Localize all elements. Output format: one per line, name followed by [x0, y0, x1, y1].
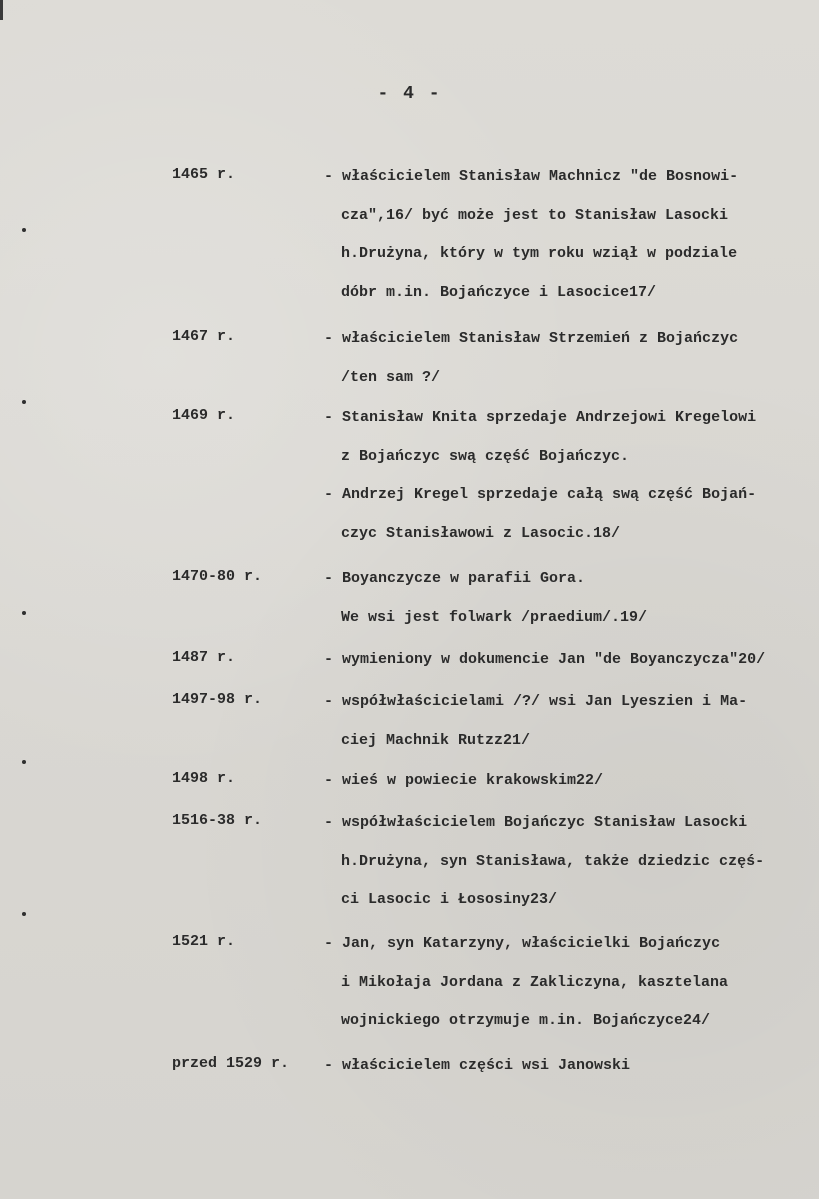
entry-line: - właścicielem Stanisław Strzemień z Bojańczyc — [324, 330, 739, 347]
entry-line: czyc Stanisławowi z Lasocic.18/ — [341, 524, 621, 542]
page-edge-mark — [0, 0, 3, 20]
entry-line: i Mikołaja Jordana z Zakliczyna, kasztelana — [341, 973, 729, 991]
entry-line: - wymieniony w dokumencie Jan "de Boyanczycza"20/ — [324, 651, 766, 668]
entry-date: 1465 r. — [172, 166, 236, 183]
entry-text — [324, 158, 809, 312]
entry-line: - Jan, syn Katarzyny, właścicielki Bojańczyc — [324, 935, 721, 952]
entry-line: z Bojańczyc swą część Bojańczyc. — [341, 447, 630, 465]
entry-line: ci Lasocic i Łososiny23/ — [341, 891, 558, 908]
entry-date: 1516-38 r. — [172, 812, 263, 829]
binding-hole-mark — [22, 912, 26, 916]
entry-line: h.Drużyna, który w tym roku wziął w podziale — [341, 245, 738, 262]
entry-line: - właścicielem części wsi Janowski — [324, 1057, 631, 1074]
entry-text — [324, 641, 809, 680]
entry-date: 1521 r. — [172, 933, 236, 950]
entry-text — [324, 560, 809, 637]
entry-text — [324, 399, 809, 553]
entry-line: We wsi jest folwark /praedium/.19/ — [341, 608, 648, 626]
entry-text — [324, 320, 809, 397]
binding-hole-mark — [22, 611, 26, 615]
page-number: - 4 - — [377, 84, 442, 104]
entry-line: h.Drużyna, syn Stanisława, także dziedzic częś- — [341, 852, 765, 870]
entry-line: - Boyanczycze w parafii Gora. — [324, 570, 586, 587]
entry-line: - współwłaścicielem Bojańczyc Stanisław Lasocki — [324, 814, 748, 831]
entry-date: 1497-98 r. — [172, 691, 263, 708]
entry-line: /ten sam ?/ — [341, 368, 441, 386]
entry-date: 1498 r. — [172, 770, 236, 787]
entry-line: cza",16/ być może jest to Stanisław Lasocki — [341, 206, 729, 224]
entry-text — [324, 925, 809, 1041]
entry-text — [324, 762, 809, 801]
binding-hole-mark — [22, 228, 26, 232]
entry-line: - wieś w powiecie krakowskim22/ — [324, 772, 604, 789]
entry-line: wojnickiego otrzymuje m.in. Bojańczyce24/ — [341, 1012, 711, 1029]
entry-line: - współwłaścicielami /?/ wsi Jan Lyeszien i Ma- — [324, 693, 748, 710]
entry-line: - Andrzej Kregel sprzedaje całą swą część Bojań- — [324, 486, 757, 503]
entry-date: 1487 r. — [172, 649, 236, 666]
entry-line: - właścicielem Stanisław Machnicz "de Bosnowi- — [324, 168, 739, 185]
entry-date: przed 1529 r. — [172, 1055, 290, 1072]
entry-text — [324, 804, 809, 920]
entry-line: - Stanisław Knita sprzedaje Andrzejowi Kregelowi — [324, 409, 757, 426]
entry-text — [324, 1047, 809, 1086]
entry-line: dóbr m.in. Bojańczyce i Lasocice17/ — [341, 283, 657, 301]
entry-date: 1467 r. — [172, 328, 236, 345]
binding-hole-mark — [22, 760, 26, 764]
entry-text — [324, 683, 809, 760]
entry-date: 1469 r. — [172, 407, 236, 424]
entry-line: ciej Machnik Rutzz21/ — [341, 731, 531, 749]
entry-date: 1470-80 r. — [172, 568, 263, 585]
binding-hole-mark — [22, 400, 26, 404]
